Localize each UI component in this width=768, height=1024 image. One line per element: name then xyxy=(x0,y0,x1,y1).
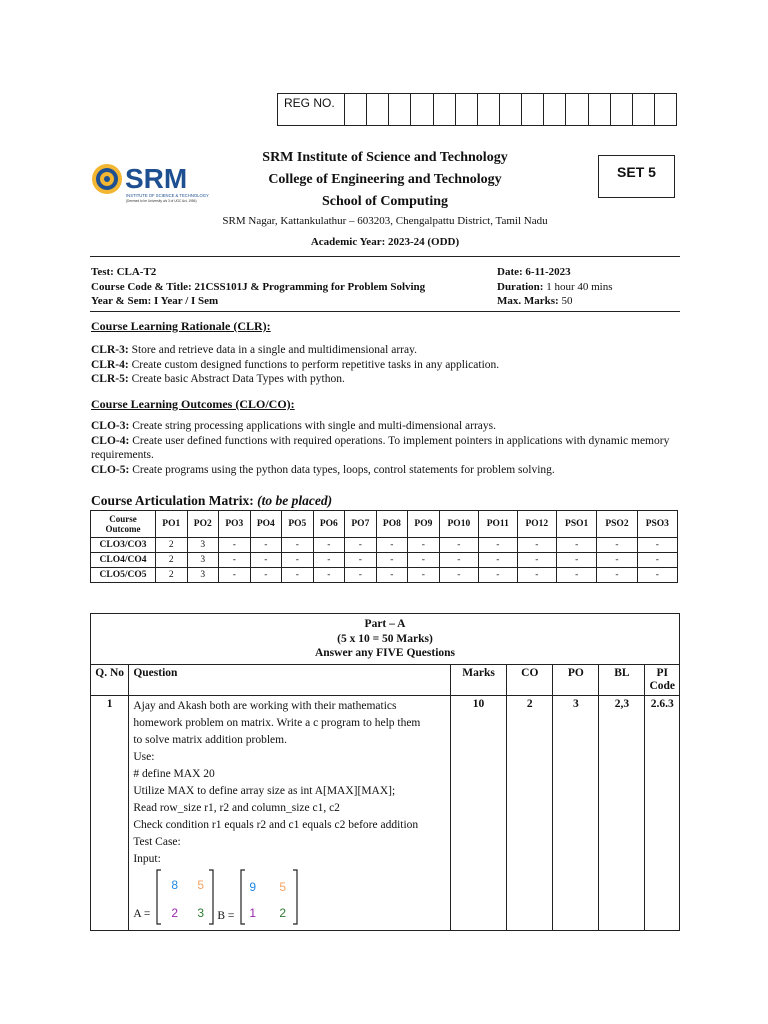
part-a-subtitle: (5 x 10 = 50 Marks) xyxy=(337,632,433,645)
matrix-cell: - xyxy=(408,538,440,553)
question-po: 3 xyxy=(553,695,599,930)
reg-cell xyxy=(456,94,478,125)
clo-list xyxy=(91,419,686,477)
reg-cell xyxy=(389,94,411,125)
clr-list xyxy=(91,343,691,387)
clr-item: CLR-4: Create custom designed functions to perform repetitive tasks in any application. xyxy=(91,358,500,371)
matrix-row xyxy=(91,568,678,583)
matrix-cell: - xyxy=(313,553,345,568)
matrix-header-cell: PSO2 xyxy=(597,511,637,538)
academic-year: Academic Year: 2023-24 (ODD) xyxy=(310,236,460,248)
test-label: Test: CLA-T2 xyxy=(91,266,157,278)
reg-cell xyxy=(589,94,611,125)
svg-text:SRM: SRM xyxy=(125,163,188,194)
duration-value: 1 hour 40 mins xyxy=(543,280,613,293)
matrix-header-cell: Course Outcome xyxy=(91,511,156,538)
part-a-header-row xyxy=(91,664,680,695)
matrix-a xyxy=(155,868,215,926)
matrix-b-cell: 2 xyxy=(279,905,286,920)
part-a-table xyxy=(90,613,680,931)
matrix-cell: - xyxy=(219,538,251,553)
matrix-header-cell: PO12 xyxy=(517,511,556,538)
question-line: Check condition r1 equals r2 and c1 equals c2 before addition xyxy=(133,818,419,831)
matrix-b-cell: 1 xyxy=(249,905,256,920)
col-qno: Q. No xyxy=(91,664,129,695)
matrix-header-cell: PO11 xyxy=(479,511,518,538)
matrix-cell: 3 xyxy=(187,538,219,553)
matrix-header-cell: PO5 xyxy=(282,511,314,538)
question-line: Ajay and Akash both are working with their mathematics xyxy=(133,699,397,712)
matrix-a-label: A = xyxy=(133,907,151,920)
set-number: SET 5 xyxy=(598,155,675,198)
question-number: 1 xyxy=(91,695,129,930)
matrix-header-cell: PSO3 xyxy=(637,511,677,538)
matrix-cell: - xyxy=(376,553,408,568)
reg-cell xyxy=(500,94,522,125)
matrix-cell: 3 xyxy=(187,568,219,583)
matrix-cell: - xyxy=(376,568,408,583)
date-label: Date: 6-11-2023 xyxy=(497,266,571,278)
matrix-row-label: CLO3/CO3 xyxy=(91,538,156,553)
question-line: Utilize MAX to define array size as int A[MAX][MAX]; xyxy=(133,784,396,797)
question-bl: 2,3 xyxy=(599,695,645,930)
part-a-title-row xyxy=(91,614,680,665)
address: SRM Nagar, Kattankulathur – 603203, Chengalpattu District, Tamil Nadu xyxy=(222,215,548,227)
matrix-cell: - xyxy=(408,568,440,583)
matrix-a-cell: 8 xyxy=(171,877,178,892)
matrix-b-label: B = xyxy=(217,909,235,922)
max-marks-value: 50 xyxy=(558,295,573,307)
reg-cell xyxy=(633,94,655,125)
matrix-a-cell: 5 xyxy=(197,877,204,892)
matrix-cell: - xyxy=(557,553,597,568)
matrix-cell: - xyxy=(282,568,314,583)
matrix-cell: - xyxy=(219,553,251,568)
clo-item: CLO-5: Create programs using the python data types, loops, control statements for problem solving. xyxy=(91,463,555,476)
question-line: # define MAX 20 xyxy=(133,767,215,780)
institute-name: SRM Institute of Science and Technology xyxy=(262,150,508,165)
clo-item: CLO-4: Create user defined functions with required operations. To implement pointers in applications with dynamic memory requirements. xyxy=(91,434,670,461)
college-name: College of Engineering and Technology xyxy=(268,172,502,187)
matrix-cell: - xyxy=(282,538,314,553)
question-line: Test Case: xyxy=(133,835,181,848)
part-a-instruction: Answer any FIVE Questions xyxy=(314,647,456,659)
matrix-header-cell: PO1 xyxy=(156,511,188,538)
part-a-title-cell xyxy=(91,614,680,665)
matrix-header-cell: PO7 xyxy=(345,511,377,538)
reg-no-box xyxy=(277,93,677,126)
matrix-cell: - xyxy=(345,538,377,553)
articulation-matrix xyxy=(90,510,678,583)
matrix-a-cell: 2 xyxy=(171,905,178,920)
matrix-b-cell: 5 xyxy=(279,879,286,894)
max-marks-key: Max. Marks: xyxy=(497,295,559,307)
question-line: Use: xyxy=(133,750,155,763)
matrix-cell: - xyxy=(517,568,556,583)
reg-cell xyxy=(544,94,566,125)
duration-key: Duration: xyxy=(497,280,544,293)
matrix-cell: - xyxy=(637,553,677,568)
matrix-cell: 2 xyxy=(156,538,188,553)
matrix-cell: - xyxy=(439,553,478,568)
reg-cell xyxy=(478,94,500,125)
reg-cell xyxy=(655,94,676,125)
question-line: homework problem on matrix. Write a c program to help them xyxy=(133,716,421,729)
matrix-cell: - xyxy=(517,553,556,568)
question-row xyxy=(91,695,680,930)
matrix-header-cell: PO10 xyxy=(439,511,478,538)
reg-cell xyxy=(411,94,433,125)
input-matrices xyxy=(133,868,446,928)
question-marks: 10 xyxy=(450,695,506,930)
matrix-header-cell: PO3 xyxy=(219,511,251,538)
matrix-cell: - xyxy=(597,568,637,583)
matrix-cell: - xyxy=(479,553,518,568)
matrix-cell: - xyxy=(557,538,597,553)
exam-meta-left xyxy=(91,265,491,309)
matrix-cell: - xyxy=(345,553,377,568)
matrix-cell: - xyxy=(219,568,251,583)
question-text xyxy=(129,695,451,930)
col-marks: Marks xyxy=(450,664,506,695)
matrix-cell: - xyxy=(250,568,282,583)
clo-heading: Course Learning Outcomes (CLO/CO): xyxy=(91,397,295,411)
clr-item: CLR-5: Create basic Abstract Data Types with python. xyxy=(91,373,345,385)
matrix-cell: 2 xyxy=(156,553,188,568)
reg-cell xyxy=(566,94,588,125)
divider xyxy=(90,256,680,257)
matrix-cell: - xyxy=(250,538,282,553)
year-sem-label: Year & Sem: I Year / I Sem xyxy=(91,295,219,307)
matrix-header-row xyxy=(91,511,678,538)
matrix-header-cell: PO6 xyxy=(313,511,345,538)
matrix-cell: - xyxy=(250,553,282,568)
matrix-cell: - xyxy=(345,568,377,583)
reg-cell xyxy=(367,94,389,125)
matrix-cell: - xyxy=(637,538,677,553)
reg-cell xyxy=(611,94,633,125)
question-line: Read row_size r1, r2 and column_size c1, c2 xyxy=(133,801,340,814)
matrix-cell: 3 xyxy=(187,553,219,568)
matrix-cell: - xyxy=(439,538,478,553)
col-question: Question xyxy=(129,664,451,695)
matrix-title: Course Articulation Matrix: (to be placed) xyxy=(91,493,333,508)
matrix-row-label: CLO4/CO4 xyxy=(91,553,156,568)
matrix-row-label: CLO5/CO5 xyxy=(91,568,156,583)
matrix-header-cell: PO8 xyxy=(376,511,408,538)
col-co: CO xyxy=(507,664,553,695)
matrix-b xyxy=(239,868,299,926)
question-co: 2 xyxy=(507,695,553,930)
matrix-cell: - xyxy=(313,568,345,583)
matrix-cell: - xyxy=(517,538,556,553)
reg-cell xyxy=(434,94,456,125)
school-name: School of Computing xyxy=(321,194,449,209)
matrix-cell: - xyxy=(376,538,408,553)
question-line: Input: xyxy=(133,852,161,865)
matrix-cell: - xyxy=(439,568,478,583)
matrix-cell: - xyxy=(557,568,597,583)
clr-heading: Course Learning Rationale (CLR): xyxy=(91,319,271,333)
reg-no-label: REG NO. xyxy=(278,94,345,125)
matrix-b-cell: 9 xyxy=(249,879,256,894)
question-line: to solve matrix addition problem. xyxy=(133,733,287,746)
matrix-header-cell: PSO1 xyxy=(557,511,597,538)
matrix-a-cell: 3 xyxy=(197,905,204,920)
matrix-cell: - xyxy=(637,568,677,583)
exam-meta-right xyxy=(497,265,677,309)
matrix-row xyxy=(91,553,678,568)
matrix-header-cell: PO2 xyxy=(187,511,219,538)
svg-text:INSTITUTE OF SCIENCE & TECHNOL: INSTITUTE OF SCIENCE & TECHNOLOGY xyxy=(126,193,209,198)
divider xyxy=(90,311,680,312)
matrix-header-cell: PO9 xyxy=(408,511,440,538)
matrix-cell: - xyxy=(597,553,637,568)
question-pi-code: 2.6.3 xyxy=(645,695,680,930)
matrix-cell: - xyxy=(408,553,440,568)
clo-item: CLO-3: Create string processing applications with single and multi-dimensional arrays. xyxy=(91,420,496,432)
svg-text:(Deemed to be University u/s 3: (Deemed to be University u/s 3 of UGC Act, 1956) xyxy=(126,199,197,203)
matrix-cell: - xyxy=(282,553,314,568)
matrix-cell: 2 xyxy=(156,568,188,583)
reg-cell xyxy=(522,94,544,125)
matrix-cell: - xyxy=(313,538,345,553)
matrix-cell: - xyxy=(597,538,637,553)
matrix-header-cell: PO4 xyxy=(250,511,282,538)
reg-cell xyxy=(345,94,367,125)
matrix-cell: - xyxy=(479,568,518,583)
matrix-row xyxy=(91,538,678,553)
matrix-cell: - xyxy=(479,538,518,553)
col-pi-code: PI Code xyxy=(645,664,680,695)
part-a-title: Part – A xyxy=(364,618,406,630)
col-po: PO xyxy=(553,664,599,695)
clr-item: CLR-3: Store and retrieve data in a single and multidimensional array. xyxy=(91,344,417,356)
col-bl: BL xyxy=(599,664,645,695)
course-label: Course Code & Title: 21CSS101J & Programming for Problem Solving xyxy=(91,280,426,293)
